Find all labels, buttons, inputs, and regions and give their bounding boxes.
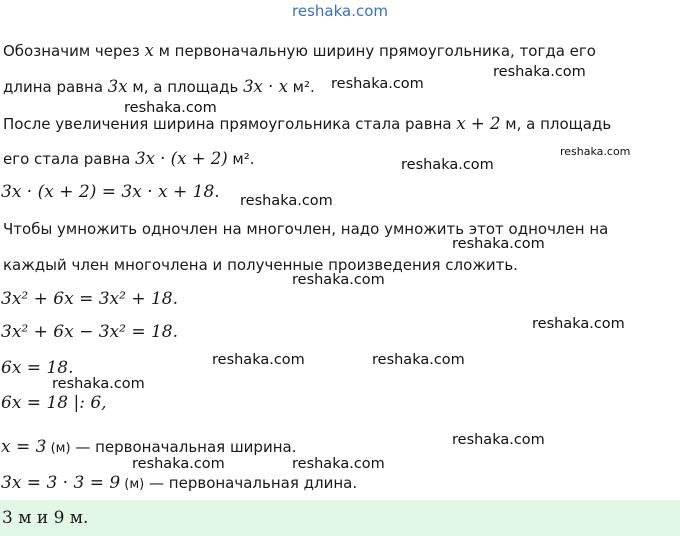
equation-text: 3x = 3 · 3 = 9 [1,473,121,493]
paragraph2-line2 [3,149,255,168]
rule-line1: Чтобы умножить одночлен на многочлен, надо умножить этот одночлен на [3,220,609,238]
watermark: reshaka.com [132,456,225,472]
watermark: reshaka.com [493,64,586,80]
text-fragment: длина равна [3,78,108,96]
paragraph1-line2 [3,77,315,96]
text-fragment: м первоначальную ширину прямоугольника, тогда его [153,42,596,60]
paragraph2-line1 [3,114,611,133]
watermark: reshaka.com [331,76,424,92]
equation-text: 6x = 18. [1,358,74,378]
text-fragment: После увеличения ширина прямоугольника стала равна [3,115,457,133]
watermark: reshaka.com [452,432,545,448]
watermark: reshaka.com [124,100,217,116]
unit-label: (м) [120,477,145,492]
equation-1 [1,182,220,202]
watermark: reshaka.com [560,145,631,158]
watermark: reshaka.com [452,236,545,252]
equation-7 [1,473,357,493]
text-fragment: Обозначим через [3,42,145,60]
math-expression: x + 2 [456,114,501,133]
equation-6 [1,437,296,457]
watermark: reshaka.com [212,352,305,368]
text-fragment: м². [227,150,255,168]
paragraph1-line1 [3,41,596,60]
equation-4 [1,358,74,378]
equation-5 [1,393,107,413]
equation-text: 3x² + 6x − 3x² = 18. [1,322,179,342]
math-expression: 3x · (x + 2) [135,149,228,168]
math-variable: x [144,41,154,60]
watermark: reshaka.com [240,193,333,209]
watermark: reshaka.com [292,272,385,288]
equation-text: x = 3 [1,437,47,457]
text-fragment: м². [287,78,315,96]
answer-text: 3 м и 9 м. [2,508,89,528]
rule-line2: каждый член многочлена и полученные произведения сложить. [3,256,518,274]
watermark: reshaka.com [52,376,145,392]
math-expression: 3x · x [243,77,288,96]
equation-2 [1,289,178,309]
equation-caption: — первоначальная длина. [144,474,358,492]
math-expression: 3x [107,77,128,96]
watermark: reshaka.com [372,352,465,368]
equation-caption: — первоначальная ширина. [70,438,297,456]
watermark: reshaka.com [292,456,385,472]
equation-text: 6x = 18 |: 6, [1,393,107,413]
watermark: reshaka.com [401,157,494,173]
equation-3 [1,322,178,342]
text-fragment: его стала равна [3,150,136,168]
watermark: reshaka.com [532,316,625,332]
text-fragment: м, а площадь [500,115,612,133]
top-watermark: reshaka.com [292,2,388,20]
answer-panel [0,500,680,536]
text-fragment: м, а площадь [127,78,244,96]
equation-text: 3x² + 6x = 3x² + 18. [1,289,179,309]
equation-text: 3x · (x + 2) = 3x · x + 18. [1,182,220,202]
unit-label: (м) [46,441,71,456]
